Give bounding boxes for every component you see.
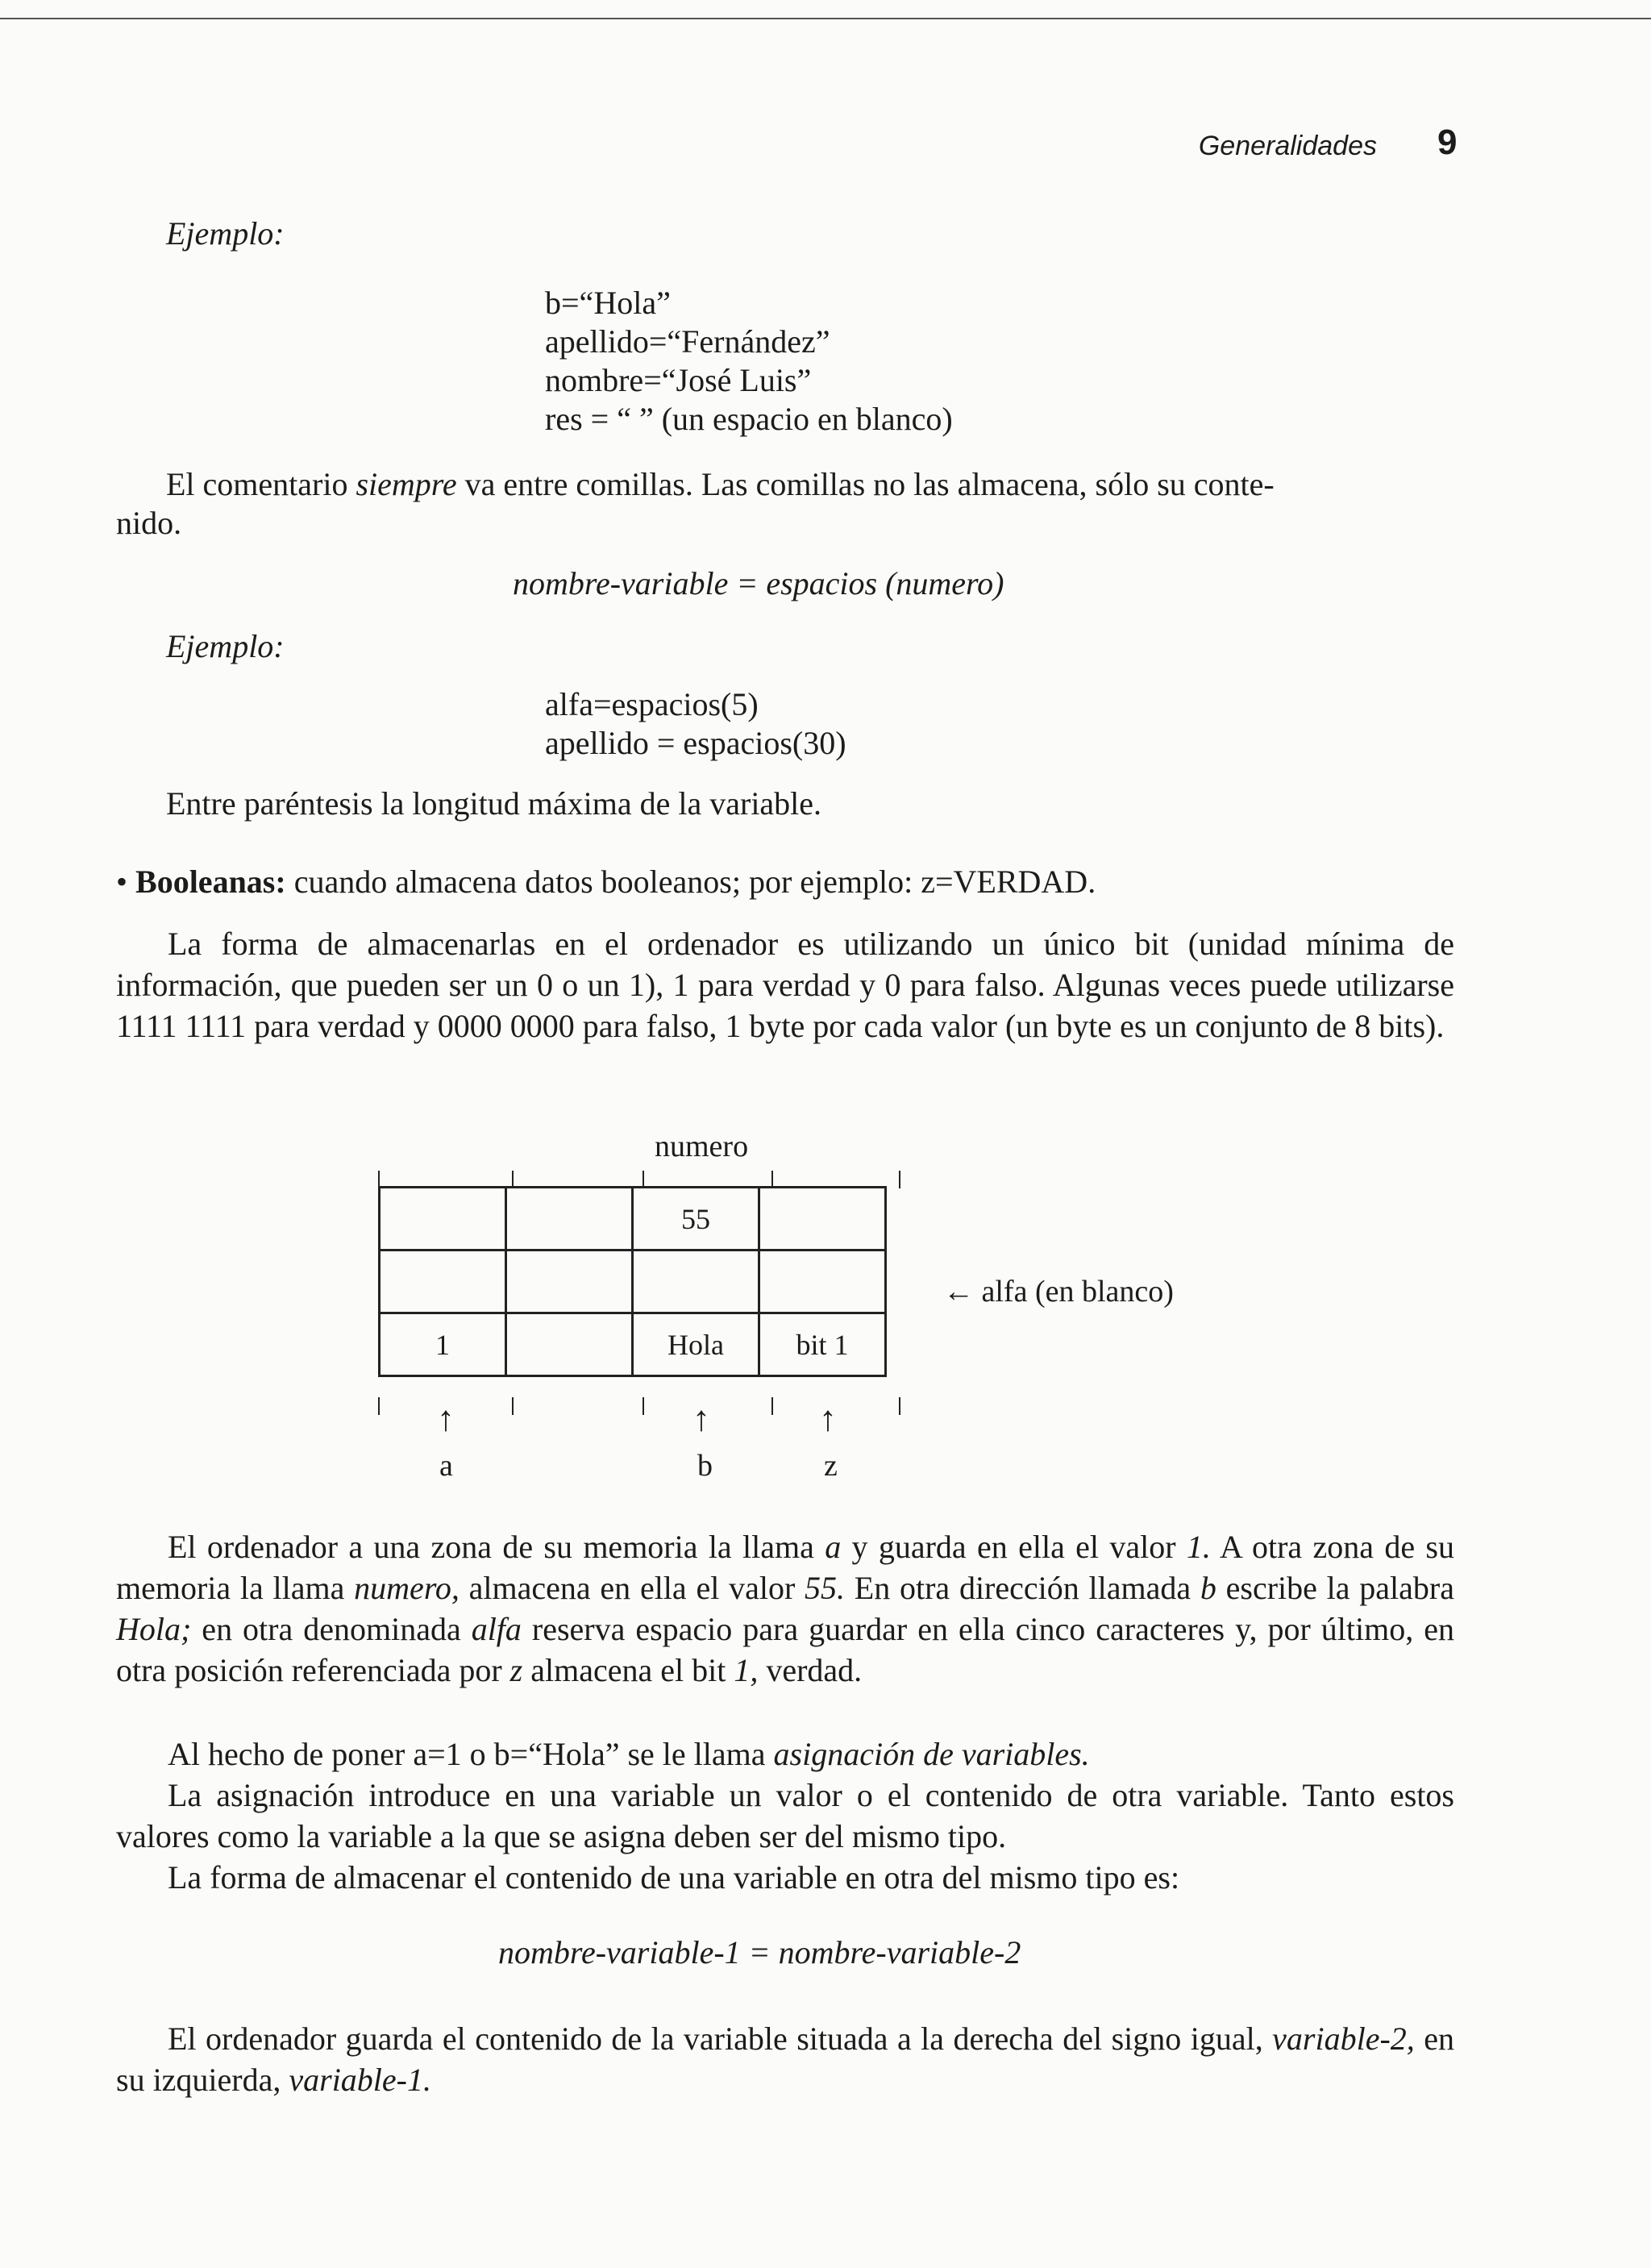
diagram-tick — [378, 1397, 380, 1415]
code-line: nombre=“José Luis” — [545, 362, 812, 398]
memory-cell: 55 — [633, 1188, 759, 1251]
code-line: b=“Hola” — [545, 285, 671, 321]
boolean-bullet-item — [116, 863, 1096, 901]
memory-cell: bit 1 — [759, 1313, 886, 1376]
memory-cell — [759, 1188, 886, 1251]
memory-cell — [380, 1251, 506, 1313]
syntax-espacios: nombre-variable = espacios (numero) — [513, 565, 1004, 601]
diagram-label-numero: numero — [655, 1130, 749, 1163]
boolean-paragraph-text: La forma de almacenarlas en el ordenador es utilizando un único bit (unidad mínima de información, que pueden ser un 0 o un 1), 1 para verdad y 0 para falso. Algunas veces puede utilizarse 1111 1111 para verdad y 0000 0000 para falso, 1 byte por cada valor (un byte es un conjunto de 8 bits). — [116, 926, 1454, 1044]
italic-run: a — [825, 1529, 842, 1565]
diagram-tick — [643, 1397, 644, 1415]
up-arrow-icon: ↑ — [819, 1399, 837, 1438]
memory-cell — [506, 1251, 633, 1313]
italic-run: 1. — [1186, 1529, 1211, 1565]
up-arrow-icon: ↑ — [437, 1399, 455, 1438]
italic-run: variable-2, — [1272, 2020, 1415, 2057]
italic-run: 1, — [734, 1652, 759, 1688]
syntax-assignment: nombre-variable-1 = nombre-variable-2 — [498, 1934, 1021, 1970]
assignment-explanation-text: La asignación introduce en una variable un valor o el contenido de otra variable. Tanto estos valores como la variable a la que se asigna deben ser del mismo tipo. — [116, 1777, 1454, 1854]
memory-cell — [506, 1313, 633, 1376]
code-line: apellido=“Fernández” — [545, 323, 830, 360]
bullet-icon: • — [116, 864, 128, 900]
italic-run: variable-1. — [289, 2062, 431, 2098]
left-arrow-icon: ← — [943, 1275, 974, 1309]
alfa-side-label — [943, 1274, 1174, 1309]
memory-row — [380, 1313, 886, 1376]
diagram-tick — [771, 1397, 773, 1415]
memory-row — [380, 1251, 886, 1313]
top-rule — [0, 18, 1651, 19]
assignment-paragraph-text: Al hecho de poner a=1 o b=“Hola” se le llama asignación de variables. — [168, 1736, 1090, 1772]
code-block-2 — [545, 685, 846, 763]
diagram-tick — [899, 1171, 900, 1188]
variable-label-a: a — [439, 1449, 453, 1483]
final-paragraph — [116, 2018, 1454, 2100]
example-label-2: Ejemplo: — [166, 628, 285, 664]
code-line: apellido = espacios(30) — [545, 725, 846, 761]
memory-cell: Hola — [633, 1313, 759, 1376]
italic-run: z — [509, 1652, 523, 1688]
boolean-paragraph — [116, 923, 1454, 1047]
italic-run: Hola; — [116, 1611, 192, 1647]
comment-paragraph-continuation: nido. — [116, 505, 182, 541]
page-number: 9 — [1437, 123, 1458, 162]
variable-label-b: b — [697, 1449, 713, 1483]
code-block-1 — [545, 284, 953, 439]
comment-emphasis: siempre — [356, 466, 457, 502]
assignment-explanation-paragraph — [116, 1775, 1454, 1857]
memory-cell — [633, 1251, 759, 1313]
memory-diagram-table — [378, 1186, 887, 1377]
memory-paragraph — [116, 1526, 1454, 1691]
italic-run: asignación de variables. — [773, 1736, 1090, 1772]
code-line: alfa=espacios(5) — [545, 686, 759, 722]
final-paragraph-text: El ordenador guarda el contenido de la variable situada a la derecha del signo igual, variable-2, en su izquierda, variable-1. — [116, 2020, 1454, 2098]
diagram-tick — [899, 1397, 900, 1415]
memory-cell — [380, 1188, 506, 1251]
italic-run: b — [1200, 1570, 1216, 1606]
example-label-1: Ejemplo: — [166, 215, 285, 252]
assignment-paragraph — [116, 1733, 1454, 1775]
comment-paragraph — [166, 465, 1275, 503]
boolean-description: cuando almacena datos booleanos; por ejemplo: z=VERDAD. — [285, 864, 1096, 900]
italic-run: numero, — [354, 1570, 460, 1606]
memory-paragraph-text: El ordenador a una zona de su memoria la llama a y guarda en ella el valor 1. A otra zona de su memoria la llama numero, almacena en ella el valor 55. En otra dirección llamada b escribe la palabra Hola; en otra denominada alfa reserva espacio para guardar en ella cinco caracteres y, por último, en otra posición referenciada por z almacena el bit 1, verdad. — [116, 1529, 1455, 1688]
diagram-tick — [512, 1397, 514, 1415]
variable-label-z: z — [824, 1449, 838, 1483]
memory-cell: 1 — [380, 1313, 506, 1376]
paren-note: Entre paréntesis la longitud máxima de la variable. — [166, 785, 822, 822]
form-paragraph-text: La forma de almacenar el contenido de una variable en otra del mismo tipo es: — [168, 1859, 1180, 1896]
italic-run: 55. — [805, 1570, 846, 1606]
running-header-section: Generalidades — [1198, 131, 1377, 161]
comment-text-before: El comentario — [166, 466, 356, 502]
up-arrow-icon: ↑ — [692, 1399, 710, 1438]
code-line: res = “ ” (un espacio en blanco) — [545, 401, 953, 437]
form-paragraph — [116, 1857, 1454, 1898]
memory-row — [380, 1188, 886, 1251]
comment-text-after: va entre comillas. Las comillas no las almacena, sólo su conte- — [456, 466, 1275, 502]
alfa-side-text: alfa (en blanco) — [981, 1275, 1174, 1309]
memory-cell — [506, 1188, 633, 1251]
italic-run: alfa — [471, 1611, 522, 1647]
boolean-term: Booleanas: — [135, 864, 286, 900]
memory-cell — [759, 1251, 886, 1313]
